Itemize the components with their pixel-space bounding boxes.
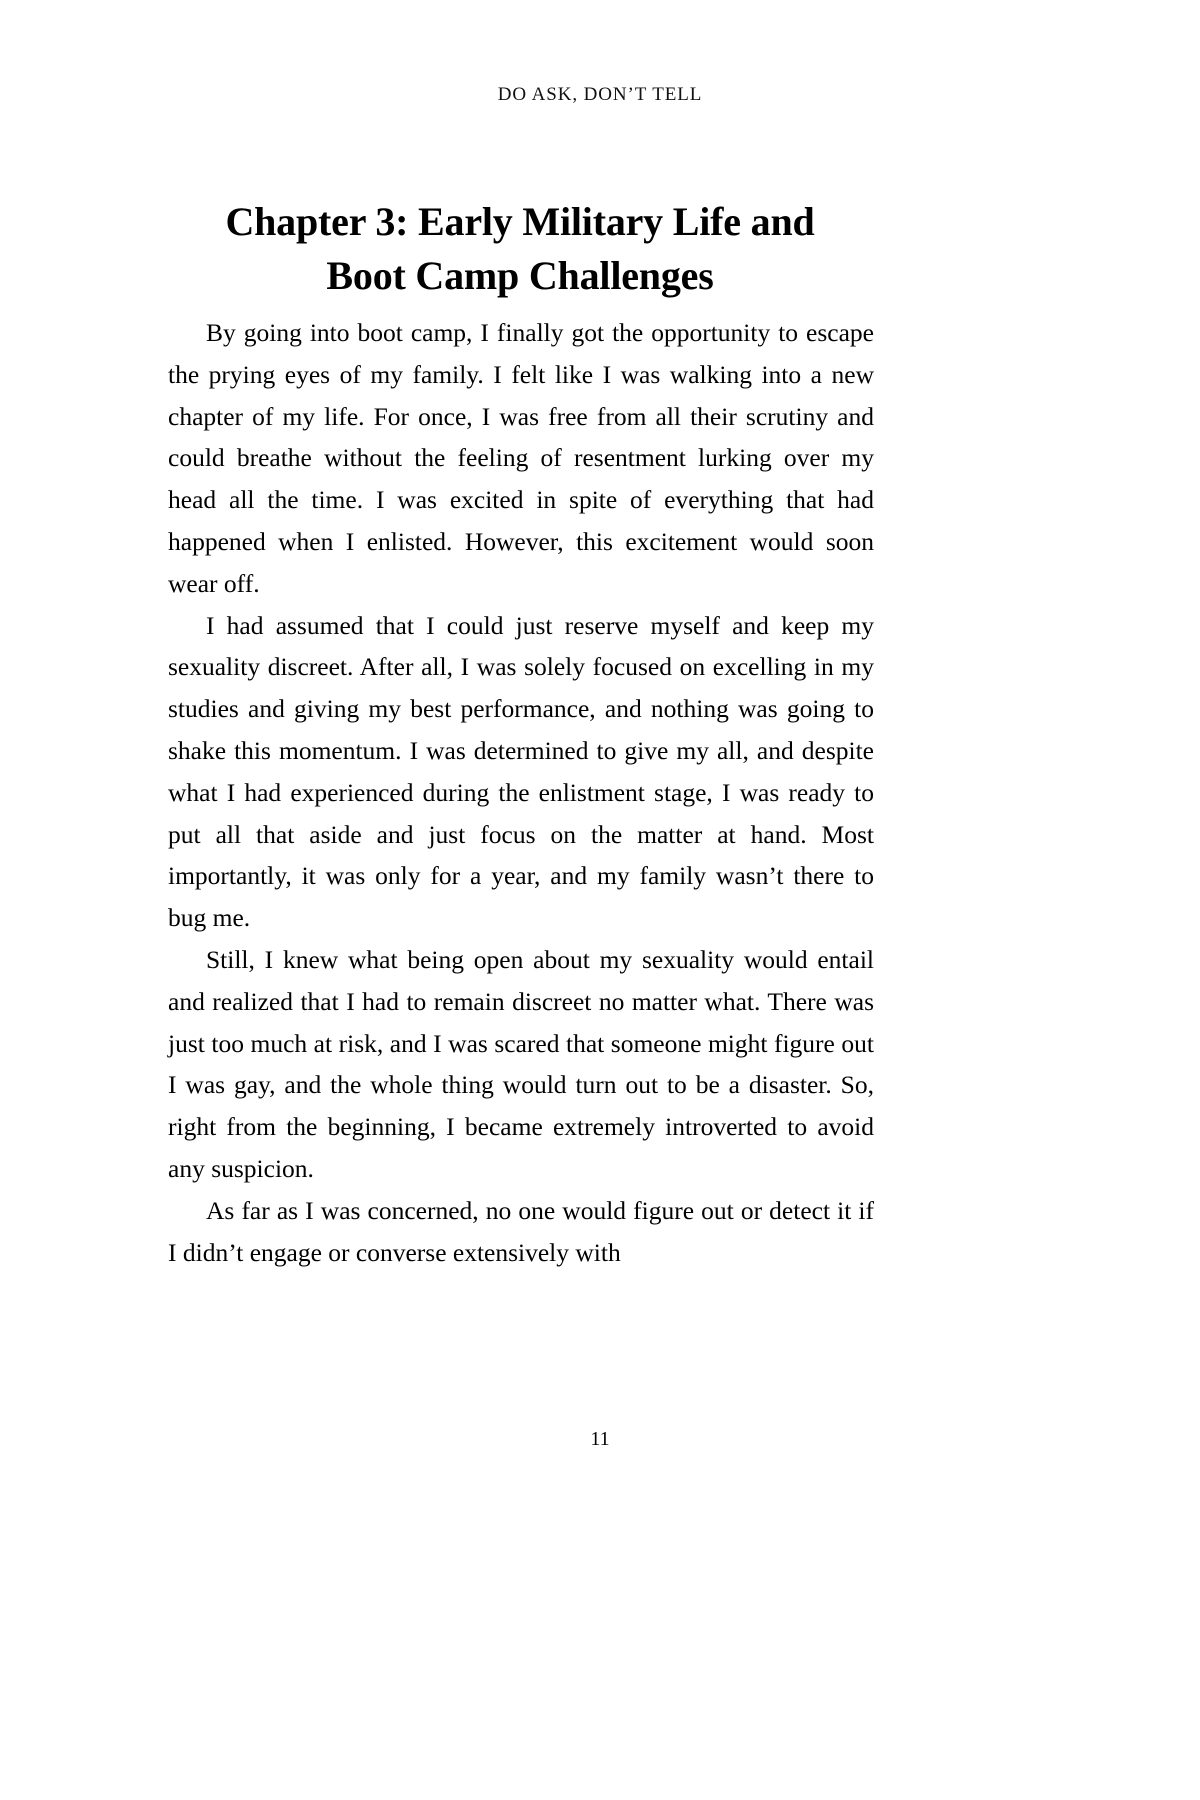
chapter-title-line-1: Chapter 3: Early Military Life and (225, 198, 815, 244)
body-paragraph-2: I had assumed that I could just reserve myself and keep my sexuality discreet. After all, I was solely focused on excelling in my studies and giving my best performance, and nothing was going to shake this momentum. I was determined to give my all, and despite what I had experienced during the enlistment stage, I was ready to put all that aside and just focus on the matter at hand. Most importantly, it was only for a year, and my family wasn’t there to bug me. (168, 610, 874, 933)
body-paragraph-3: Still, I knew what being open about my sexuality would entail and realized that I had to remain discreet no matter what. There was just too much at risk, and I was scared that someone might figure out I was gay, and the whole thing would turn out to be a disaster. So, right from the beginning, I became extremely introverted to avoid any suspicion. (168, 944, 874, 1183)
body-text-block (168, 312, 874, 1273)
body-paragraph-1: By going into boot camp, I finally got the opportunity to escape the prying eyes of my family. I felt like I was walking into a new chapter of my life. For once, I was free from all their scrutiny and could breathe without the feeling of resentment lurking over my head all the time. I was excited in spite of everything that had happened when I enlisted. However, this excitement would soon wear off. (168, 318, 874, 598)
chapter-title-line-2: Boot Camp Challenges (326, 252, 714, 298)
body-paragraph-4: As far as I was concerned, no one would figure out or detect it if I didn’t engage or converse extensively with (168, 1195, 874, 1267)
page-number: 11 (590, 1428, 610, 1450)
running-head: DO ASK, DON’T TELL (497, 84, 703, 105)
chapter-title (170, 195, 870, 303)
